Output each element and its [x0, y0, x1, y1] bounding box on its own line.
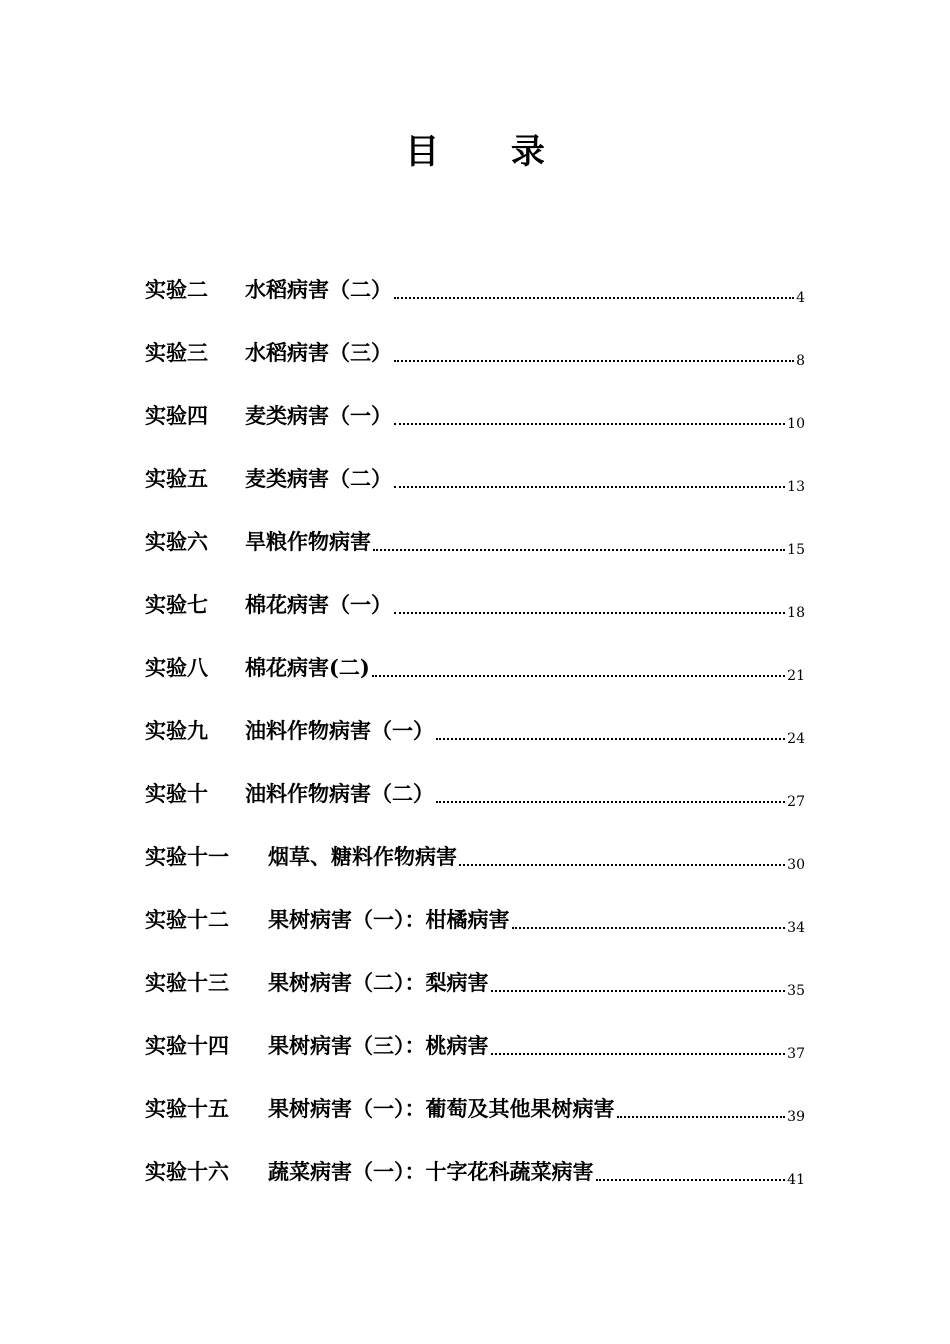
dot-leader — [372, 653, 785, 677]
dot-leader — [394, 338, 794, 362]
toc-entry-title: 烟草、糖料作物病害 — [268, 844, 457, 869]
toc-entry[interactable] — [145, 900, 805, 963]
toc-entry[interactable] — [145, 774, 805, 837]
toc-entry-title: 果树病害（二）：梨病害 — [268, 970, 489, 995]
toc-entry-number: 实验三 — [145, 340, 208, 365]
toc-entry[interactable] — [145, 1089, 805, 1152]
dot-leader — [394, 401, 785, 425]
toc-entry-title: 棉花病害（一） — [245, 592, 392, 617]
dot-leader — [491, 968, 786, 992]
toc-entry-number: 实验十 — [145, 781, 208, 806]
dot-leader — [373, 527, 785, 551]
toc-entry-title: 油料作物病害（二） — [245, 781, 434, 806]
toc-entry[interactable] — [145, 333, 805, 396]
toc-entry[interactable] — [145, 396, 805, 459]
toc-entry-page: 35 — [787, 983, 805, 999]
toc-entry-page: 27 — [787, 794, 805, 810]
page-title: 目 录 — [405, 132, 575, 172]
dot-leader — [596, 1157, 786, 1181]
toc-entry-title: 水稻病害（二） — [245, 277, 392, 302]
toc-entry[interactable] — [145, 1152, 805, 1215]
toc-entry-page: 13 — [787, 479, 805, 495]
toc-entry-number: 实验二 — [145, 277, 208, 302]
toc-entry-number: 实验四 — [145, 403, 208, 428]
toc-entry-number: 实验十三 — [145, 970, 229, 995]
toc-entry-page: 41 — [787, 1172, 805, 1188]
toc-entry-page: 21 — [787, 668, 805, 684]
toc-entry[interactable] — [145, 459, 805, 522]
toc-entry-title: 水稻病害（三） — [245, 340, 392, 365]
toc-entry-title: 果树病害（三）：桃病害 — [268, 1033, 489, 1058]
toc-entry-title: 麦类病害（二） — [245, 466, 392, 491]
toc-entry-page: 37 — [787, 1046, 805, 1062]
toc-entry-title: 麦类病害（一） — [245, 403, 392, 428]
toc-entry-number: 实验六 — [145, 529, 208, 554]
toc-entry-page: 39 — [787, 1109, 805, 1125]
toc-entry[interactable] — [145, 522, 805, 585]
dot-leader — [512, 905, 786, 929]
dot-leader — [459, 842, 785, 866]
toc-entry-page: 15 — [787, 542, 805, 558]
toc-entry-page: 8 — [796, 353, 805, 369]
toc-entry-page: 24 — [787, 731, 805, 747]
dot-leader — [491, 1031, 786, 1055]
toc-entry-number: 实验八 — [145, 655, 208, 680]
toc-entry-number: 实验五 — [145, 466, 208, 491]
toc-entry-page: 18 — [787, 605, 805, 621]
toc-entry[interactable] — [145, 1026, 805, 1089]
dot-leader — [394, 590, 785, 614]
toc-entry-title: 油料作物病害（一） — [245, 718, 434, 743]
dot-leader — [617, 1094, 786, 1118]
toc-entry-number: 实验十一 — [145, 844, 229, 869]
toc-entry-number: 实验九 — [145, 718, 208, 743]
dot-leader — [436, 779, 785, 803]
toc-entry[interactable] — [145, 711, 805, 774]
toc-entry[interactable] — [145, 963, 805, 1026]
toc-entry-number: 实验十五 — [145, 1096, 229, 1121]
toc-entry-number: 实验七 — [145, 592, 208, 617]
toc-entry-page: 30 — [787, 857, 805, 873]
table-of-contents — [145, 270, 805, 1215]
dot-leader — [394, 275, 794, 299]
toc-entry-title: 果树病害（一）：柑橘病害 — [268, 907, 510, 932]
toc-entry[interactable] — [145, 648, 805, 711]
toc-entry-page: 4 — [796, 290, 805, 306]
toc-entry-page: 34 — [787, 920, 805, 936]
toc-entry[interactable] — [145, 585, 805, 648]
toc-entry-title: 旱粮作物病害 — [245, 529, 371, 554]
toc-entry-number: 实验十四 — [145, 1033, 229, 1058]
dot-leader — [394, 464, 785, 488]
toc-entry[interactable] — [145, 270, 805, 333]
toc-entry-title: 蔬菜病害（一）：十字花科蔬菜病害 — [268, 1159, 594, 1184]
toc-entry-page: 10 — [787, 416, 805, 432]
toc-entry-title: 果树病害（一）：葡萄及其他果树病害 — [268, 1096, 615, 1121]
toc-entry-number: 实验十二 — [145, 907, 229, 932]
toc-entry-title: 棉花病害(二) — [245, 655, 370, 680]
dot-leader — [436, 716, 785, 740]
toc-entry-number: 实验十六 — [145, 1159, 229, 1184]
toc-entry[interactable] — [145, 837, 805, 900]
